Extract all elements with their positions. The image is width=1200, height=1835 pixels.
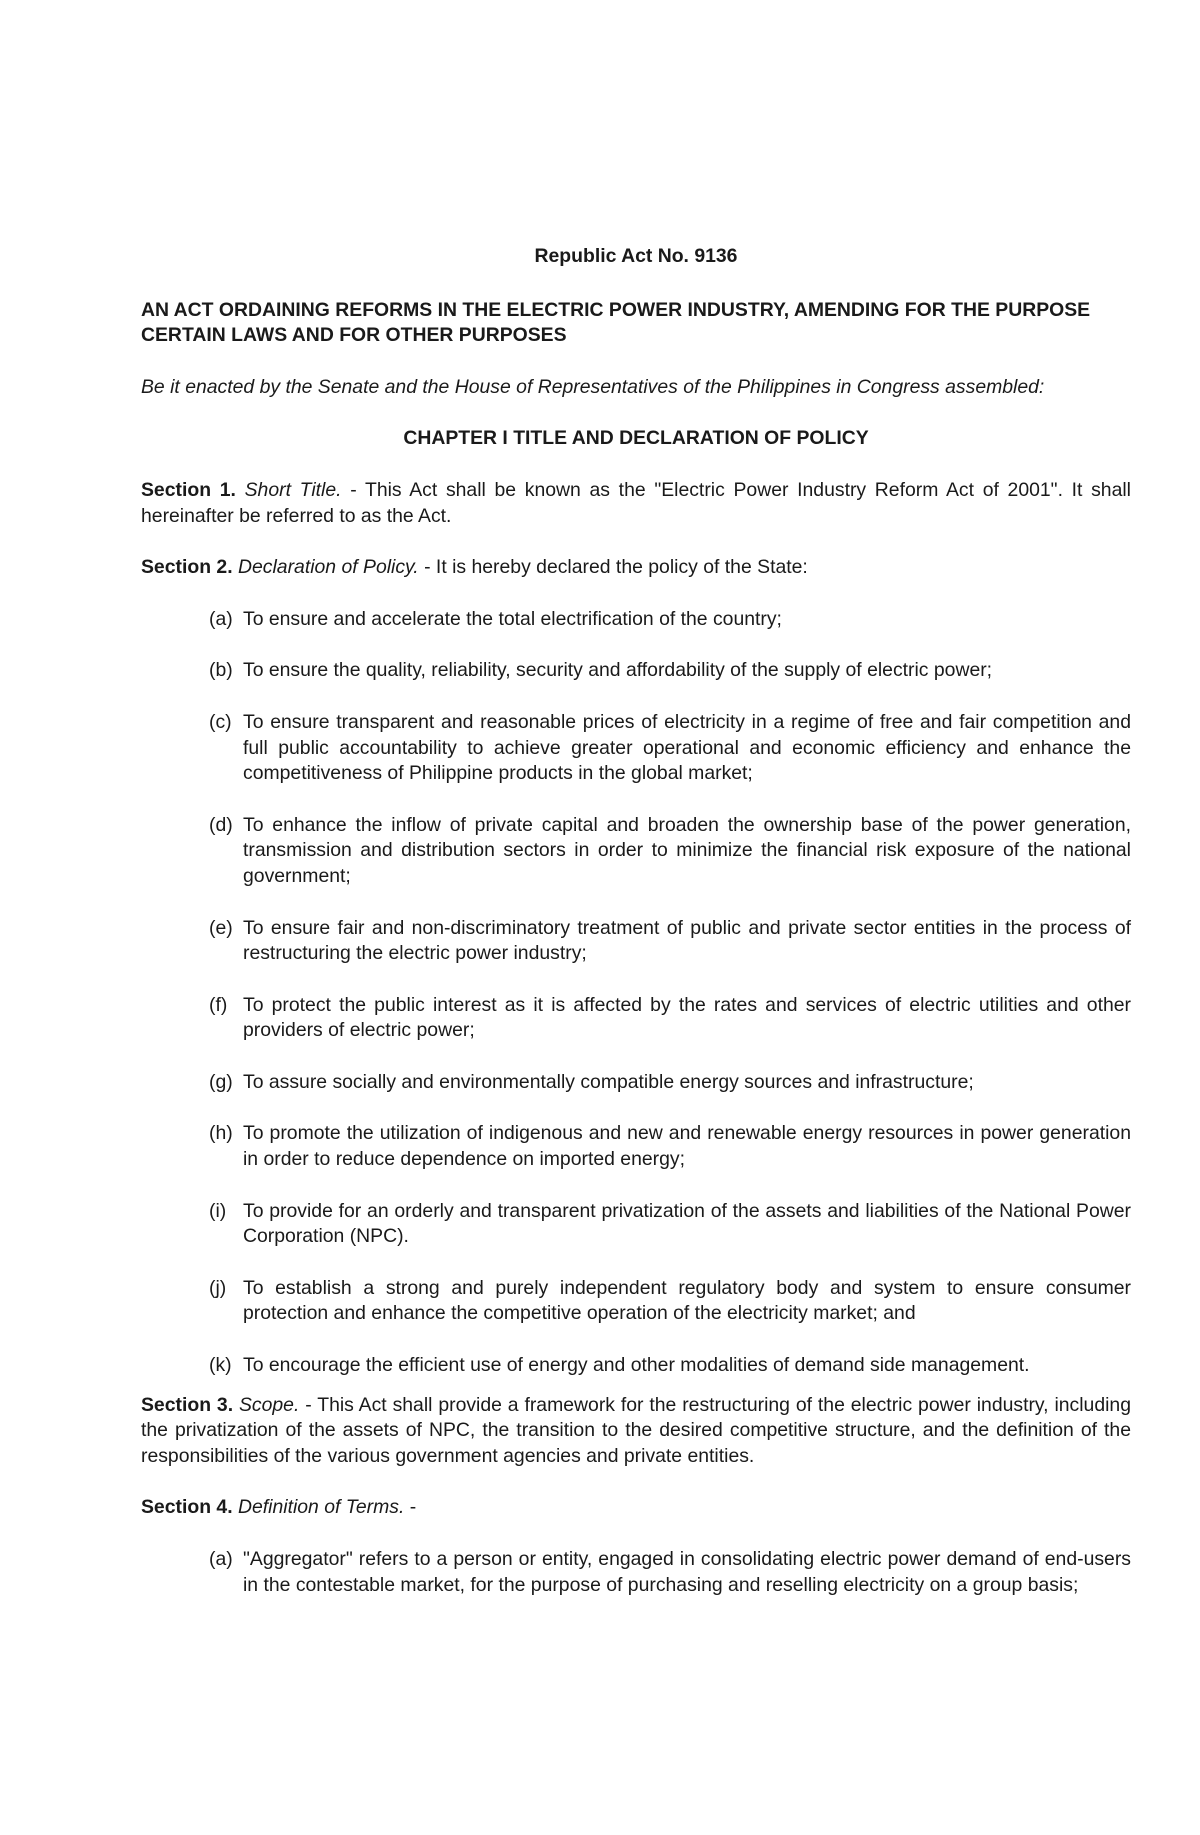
item-text: To ensure transparent and reasonable prices of electricity in a regime of free and fair competition and full public accountability to achieve greater operational and economic efficiency and enhance the competitiveness of Philippine products in the global market; bbox=[243, 710, 1131, 785]
section-body: - bbox=[404, 1496, 417, 1519]
policy-list bbox=[141, 607, 1131, 1379]
item-marker: (i) bbox=[209, 1199, 227, 1222]
list-item bbox=[141, 1547, 1131, 1598]
definitions-list bbox=[141, 1547, 1131, 1598]
long-title: AN ACT ORDAINING REFORMS IN THE ELECTRIC POWER INDUSTRY, AMENDING FOR THE PURPOSE CERTAIN LAWS AND FOR OTHER PURPOSES bbox=[141, 298, 1091, 347]
item-text: "Aggregator" refers to a person or entity, engaged in consolidating electric power demand of end-users in the contestable market, for the purpose of purchasing and reselling electricity on a group basis; bbox=[243, 1548, 1131, 1596]
list-item bbox=[141, 1276, 1131, 1327]
item-marker: (a) bbox=[209, 1548, 233, 1570]
item-marker: (e) bbox=[209, 916, 233, 939]
list-item bbox=[141, 1121, 1131, 1172]
list-item bbox=[141, 710, 1131, 787]
list-item bbox=[141, 1199, 1131, 1250]
chapter-heading: CHAPTER I TITLE AND DECLARATION OF POLICY bbox=[403, 427, 869, 450]
list-item bbox=[141, 916, 1131, 967]
enacting-clause: Be it enacted by the Senate and the House of Representatives of the Philippines in Congress assembled: bbox=[141, 375, 1045, 398]
item-text: To establish a strong and purely independent regulatory body and system to ensure consumer protection and enhance the competitive operation of the electricity market; and bbox=[243, 1276, 1131, 1325]
section-2 bbox=[141, 555, 1131, 581]
item-text: To ensure the quality, reliability, security and affordability of the supply of electric power; bbox=[243, 659, 993, 682]
list-item bbox=[141, 993, 1131, 1044]
item-marker: (b) bbox=[209, 659, 233, 682]
section-title: Definition of Terms. bbox=[238, 1496, 405, 1519]
list-item bbox=[141, 607, 1131, 633]
section-number: Section 3. bbox=[141, 1393, 234, 1416]
section-4 bbox=[141, 1495, 1131, 1521]
item-text: To ensure and accelerate the total electrification of the country; bbox=[243, 607, 782, 630]
section-1 bbox=[141, 478, 1131, 529]
section-body: - It is hereby declared the policy of the State: bbox=[418, 556, 808, 579]
item-marker: (f) bbox=[209, 993, 228, 1016]
item-marker: (d) bbox=[209, 813, 233, 836]
section-number: Section 1. bbox=[141, 478, 236, 501]
section-number: Section 2. bbox=[141, 556, 233, 579]
item-text: To enhance the inflow of private capital and broaden the ownership base of the power generation, transmission and distribution sectors in order to minimize the financial risk exposure of the national government; bbox=[243, 813, 1131, 887]
section-3 bbox=[141, 1393, 1131, 1470]
section-body: - This Act shall provide a framework for the restructuring of the electric power industry, including the privatization of the assets of NPC, the transition to the desired competitive structure, and the definition of the responsibilities of the various government agencies and private entities. bbox=[141, 1393, 1131, 1467]
section-body: - This Act shall be known as the "Electric Power Industry Reform Act of 2001". It shall hereinafter be referred to as the Act. bbox=[141, 478, 1131, 527]
item-text: To provide for an orderly and transparent privatization of the assets and liabilities of the National Power Corporation (NPC). bbox=[243, 1199, 1131, 1248]
item-text: To ensure fair and non-discriminatory treatment of public and private sector entities in the process of restructuring the electric power industry; bbox=[243, 916, 1131, 965]
document-title: Republic Act No. 9136 bbox=[534, 245, 738, 267]
item-marker: (g) bbox=[209, 1070, 233, 1093]
list-item bbox=[141, 813, 1131, 890]
list-item bbox=[141, 1353, 1131, 1379]
section-title: Scope. bbox=[238, 1393, 300, 1416]
section-title: Short Title. bbox=[244, 478, 342, 501]
item-marker: (c) bbox=[209, 710, 232, 733]
document-body bbox=[141, 244, 1131, 1624]
list-item bbox=[141, 658, 1131, 684]
item-marker: (j) bbox=[209, 1276, 227, 1299]
item-marker: (k) bbox=[209, 1354, 232, 1377]
item-text: To assure socially and environmentally compatible energy sources and infrastructure; bbox=[243, 1070, 974, 1093]
item-text: To encourage the efficient use of energy and other modalities of demand side management. bbox=[243, 1354, 1030, 1377]
section-number: Section 4. bbox=[141, 1496, 233, 1519]
section-title: Declaration of Policy. bbox=[238, 556, 419, 579]
item-marker: (a) bbox=[209, 607, 233, 630]
item-text: To promote the utilization of indigenous and new and renewable energy resources in power generation in order to reduce dependence on imported energy; bbox=[243, 1122, 1131, 1171]
item-text: To protect the public interest as it is affected by the rates and services of electric utilities and other providers of electric power; bbox=[243, 993, 1131, 1042]
list-item bbox=[141, 1070, 1131, 1096]
item-marker: (h) bbox=[209, 1122, 233, 1145]
